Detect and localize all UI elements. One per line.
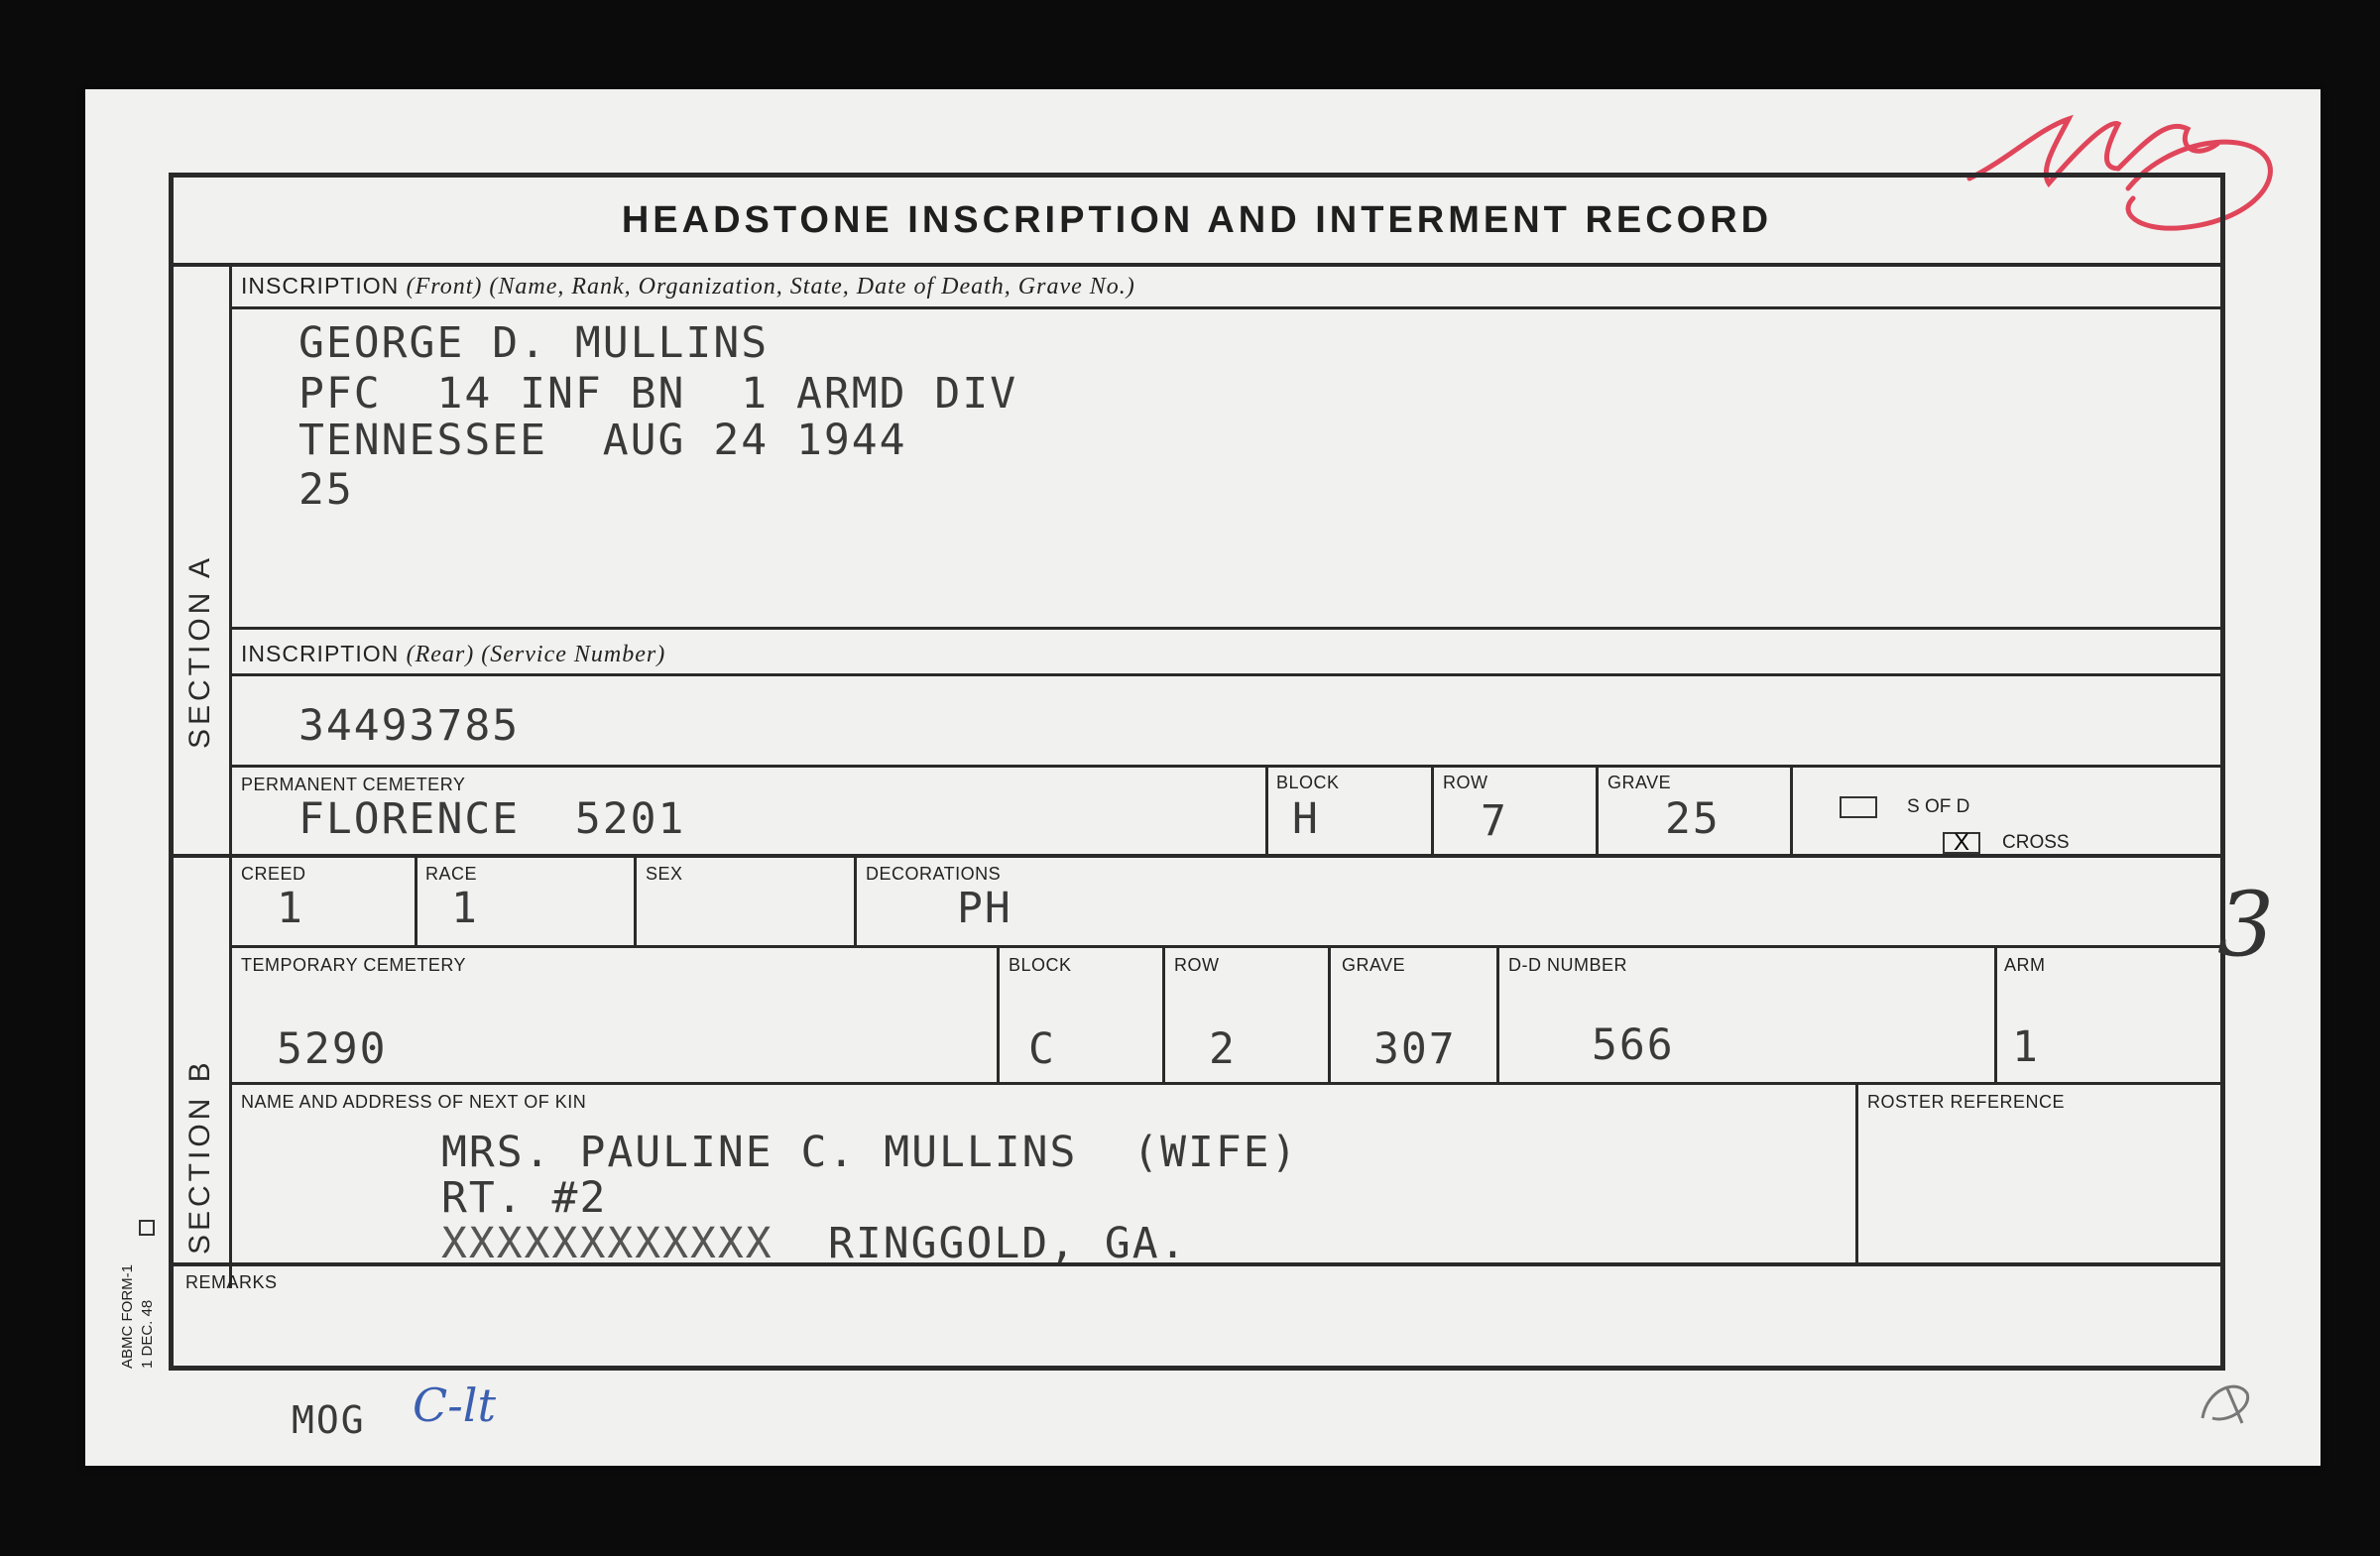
section-divider — [174, 1262, 2220, 1266]
temporary-block-value: C — [1028, 1024, 1056, 1074]
inscription-front-line-2: PFC 14 INF BN 1 ARMD DIV — [298, 369, 1018, 419]
section-divider — [174, 854, 2220, 858]
sofd-checkbox — [1840, 796, 1877, 818]
permanent-cemetery-label: PERMANENT CEMETERY — [241, 775, 466, 794]
form-title: HEADSTONE INSCRIPTION AND INTERMENT RECORD — [174, 178, 2220, 267]
cross-label: CROSS — [2002, 832, 2070, 853]
divider — [1994, 945, 1997, 1082]
decorations-value: PH — [957, 884, 1012, 933]
divider — [415, 854, 417, 947]
section-b-label: SECTION B — [183, 1058, 216, 1255]
next-of-kin-line-3: RINGGOLD, GA. — [828, 1219, 1188, 1268]
divider — [229, 306, 2220, 309]
divider — [997, 945, 1000, 1082]
divider — [229, 673, 2220, 676]
footer-typed-code: MOG — [292, 1398, 366, 1442]
divider — [1855, 1082, 1858, 1264]
handwritten-note: C-lt — [413, 1378, 496, 1432]
permanent-row-label: ROW — [1443, 773, 1488, 792]
pencil-scribble-mark — [2188, 1369, 2277, 1438]
section-column-divider — [229, 267, 232, 1288]
temporary-row-value: 2 — [1209, 1024, 1237, 1074]
divider — [634, 854, 637, 947]
temporary-grave-label: GRAVE — [1342, 955, 1406, 975]
temporary-block-label: BLOCK — [1009, 955, 1072, 975]
next-of-kin-label: NAME AND ADDRESS OF NEXT OF KIN — [241, 1092, 587, 1112]
arm-label: ARM — [2004, 955, 2046, 975]
divider — [1496, 945, 1499, 1082]
temporary-cemetery-value: 5290 — [277, 1024, 388, 1074]
next-of-kin-line-2: RT. #2 — [441, 1173, 608, 1223]
temporary-cemetery-label: TEMPORARY CEMETERY — [241, 955, 467, 975]
divider — [1790, 765, 1793, 856]
divider — [1162, 945, 1165, 1082]
inscription-front-line-4: 25 — [298, 465, 354, 515]
form-id-line-1: ABMC FORM-1 — [119, 1264, 136, 1369]
creed-label: CREED — [241, 864, 306, 884]
inscription-front-line-3: TENNESSEE AUG 24 1944 — [298, 416, 907, 465]
divider — [229, 945, 2220, 948]
next-of-kin-line-1: MRS. PAULINE C. MULLINS (WIFE) — [441, 1128, 1299, 1177]
form-id-line-2: 1 DEC. 48 — [139, 1299, 156, 1369]
divider — [229, 627, 2220, 630]
next-of-kin-struck-text: XXXXXXXXXXXX — [441, 1219, 774, 1268]
remarks-label: REMARKS — [185, 1272, 278, 1292]
permanent-row-value: 7 — [1481, 796, 1508, 846]
section-a-label: SECTION A — [183, 553, 216, 749]
race-label: RACE — [425, 864, 478, 884]
permanent-block-value: H — [1292, 794, 1320, 844]
inscription-front-line-1: GEORGE D. MULLINS — [298, 318, 770, 368]
form-id-checkbox — [139, 1220, 155, 1236]
race-value: 1 — [451, 884, 479, 933]
inscription-front-label: INSCRIPTION (Front) (Name, Rank, Organization, State, Date of Death, Grave No.) — [241, 273, 1135, 299]
divider — [854, 854, 857, 947]
cross-checkbox-checked — [1943, 829, 1980, 856]
sex-label: SEX — [646, 864, 683, 884]
divider — [1431, 765, 1434, 856]
inscription-rear-label: INSCRIPTION (Rear) (Service Number) — [241, 641, 666, 667]
divider — [229, 1082, 2220, 1085]
divider — [1596, 765, 1599, 856]
temporary-grave-value: 307 — [1373, 1024, 1457, 1074]
divider — [229, 765, 2220, 768]
dd-number-label: D-D NUMBER — [1508, 955, 1627, 975]
dd-number-value: 566 — [1592, 1020, 1675, 1070]
record-card — [85, 89, 2320, 1466]
divider — [1328, 945, 1331, 1082]
roster-reference-label: ROSTER REFERENCE — [1867, 1092, 2066, 1112]
form-frame — [169, 173, 2225, 1371]
side-handwritten-mark: 3 — [2217, 873, 2275, 977]
creed-value: 1 — [277, 884, 304, 933]
arm-value: 1 — [2012, 1022, 2040, 1072]
permanent-grave-label: GRAVE — [1607, 773, 1672, 792]
sofd-label: S OF D — [1907, 796, 1970, 817]
permanent-block-label: BLOCK — [1276, 773, 1340, 792]
permanent-grave-value: 25 — [1665, 794, 1721, 844]
checkmark: X — [1953, 829, 1969, 856]
decorations-label: DECORATIONS — [866, 864, 1002, 884]
temporary-row-label: ROW — [1174, 955, 1220, 975]
permanent-cemetery-value: FLORENCE 5201 — [298, 794, 686, 844]
service-number: 34493785 — [298, 701, 521, 751]
divider — [1265, 765, 1268, 856]
